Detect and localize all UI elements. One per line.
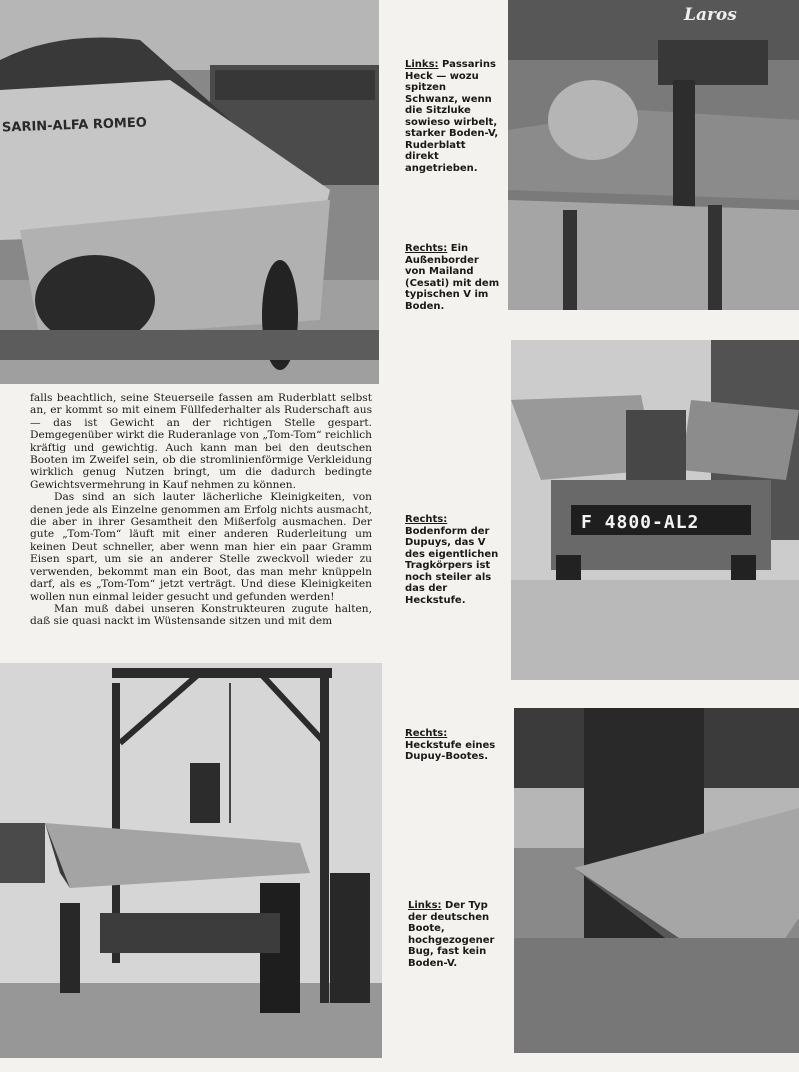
- caption-lead: Links:: [408, 900, 442, 911]
- caption-german-boat: [408, 900, 500, 969]
- caption-text: Bodenform der Dupuys, das V des eigentlichen Tragkörpers ist noch steiler als das der Heckstufe.: [405, 525, 499, 606]
- article-body: [30, 392, 372, 628]
- caption-lead: Rechts:: [405, 728, 448, 739]
- article-paragraph: Man muß dabei unseren Konstrukteuren zugute halten, daß sie quasi nackt im Wüstensande sitzen und mit dem: [30, 602, 372, 628]
- photo-crane-boat: [0, 663, 382, 1058]
- engine-brand-label: Laros: [684, 5, 737, 25]
- caption-text: Ein Außenborder von Mailand (Cesati) mit dem typischen V im Boden.: [405, 243, 500, 312]
- license-plate: F 4800-AL2: [581, 512, 700, 533]
- caption-text: Heckstufe eines Dupuy-Bootes.: [405, 739, 496, 762]
- article-paragraph: falls beachtlich, seine Steuerseile fassen am Ruderblatt selbst an, er kommt so mit einem Füllfederhalter als Ruderschaft aus — das ist Gewicht an der richtigen Stelle gespart. Demgegenüber wirkt die Ruderanlage von „Tom-Tom“ reichlich kräftig und gewichtig. Auch kann man bei den deutschen Booten im Zweifel sein, ob die stromlinienförmige Verkleidung wirklich genug Nutzen bringt, um die dadurch bedingte Gewichtsvermehrung in Kauf nehmen zu können.: [30, 392, 372, 491]
- boat-name-label: SARIN-ALFA ROMEO: [1, 115, 148, 136]
- caption-text: Der Typ der deutschen Boote, hochgezogener Bug, fast kein Boden-V.: [408, 900, 495, 969]
- caption-passarin-stern: [405, 59, 501, 174]
- article-paragraph: Das sind an sich lauter lächerliche Kleinigkeiten, von denen jede als Einzelne genommen am Erfolg nichts ausmacht, die aber in ihrer Gesamtheit den Mißerfolg ausmachen. Der gute „Tom-Tom“ läuft mit einer anderen Ruderleitung um keinen Deut schneller, aber wenn man hier ein paar Gramm Eisen spart, um sie an anderer Stelle zweckvoll wieder zu verwenden, bekommt man ein Boot, das man mehr knüppeln darf, als es „Tom-Tom“ jetzt verträgt. Und diese Kleinigkeiten wollen nun einmal leider gesucht und gefunden werden!: [30, 491, 372, 603]
- caption-outboard-engine: [405, 243, 501, 312]
- caption-dupuy-step: [405, 728, 501, 763]
- photo-dupuy-rear: [511, 340, 799, 680]
- photo-dupuy-step: [514, 708, 799, 1053]
- caption-text: Passarins Heck — wozu spitzen Schwanz, wenn die Sitzluke sowieso wirbelt, starker Boden-V, Ruderblatt direkt angetrieben.: [405, 59, 499, 174]
- caption-lead: Links:: [405, 59, 439, 70]
- caption-lead: Rechts:: [405, 514, 448, 525]
- caption-dupuy-rear: [405, 514, 501, 606]
- photo-passarin-stern: [0, 0, 379, 384]
- photo-outboard-engine: [508, 0, 799, 310]
- caption-lead: Rechts:: [405, 243, 448, 254]
